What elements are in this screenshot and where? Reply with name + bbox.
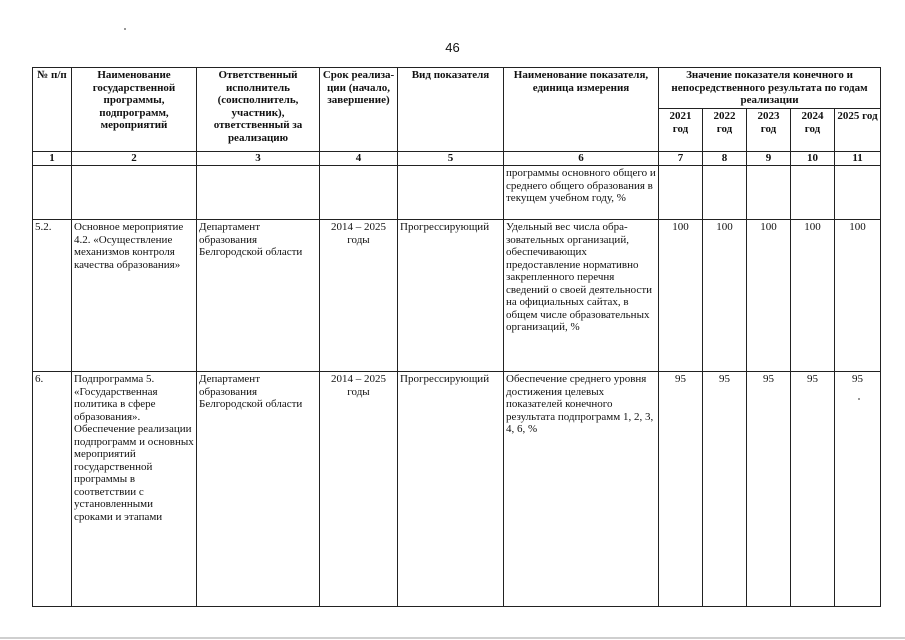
- header-num: № п/п: [33, 68, 72, 152]
- column-number: 7: [659, 152, 703, 166]
- column-number: 9: [747, 152, 791, 166]
- row-value-2024: 100: [791, 220, 835, 372]
- row-value-2024: [791, 166, 835, 220]
- scan-speck: [124, 28, 126, 30]
- header-year-2021: 2021 год: [659, 109, 703, 152]
- column-number: 1: [33, 152, 72, 166]
- header-year-2025: 2025 год: [835, 109, 881, 152]
- row-executor: [197, 166, 320, 220]
- row-value-2021: [659, 166, 703, 220]
- row-value-2023: 95: [747, 372, 791, 607]
- row-program-name: [72, 166, 197, 220]
- row-value-2022: 100: [703, 220, 747, 372]
- row-value-2025: 100: [835, 220, 881, 372]
- table-row: [33, 220, 881, 372]
- row-value-2025: [835, 166, 881, 220]
- row-value-2021: 95: [659, 372, 703, 607]
- row-period: 2014 – 2025 годы: [320, 372, 398, 607]
- row-value-2024: 95: [791, 372, 835, 607]
- row-value-2023: 100: [747, 220, 791, 372]
- row-executor: Департамент образования Белгородской области: [197, 372, 320, 607]
- row-indicator: Удельный вес числа обра-зовательных организаций, обеспечивающих предоставление нормативно закрепленного перечня сведений о своей деятельности на официальных сайтах, в общем числе образовательных организаций, %: [504, 220, 659, 372]
- row-num: 5.2.: [33, 220, 72, 372]
- column-number: 6: [504, 152, 659, 166]
- row-value-2025: 95: [835, 372, 881, 607]
- page-number: 46: [445, 40, 460, 55]
- column-numbers-row: [33, 152, 881, 166]
- header-values-group: Значение показателя конечного и непосредственного результата по годам реализации: [659, 68, 881, 109]
- column-number: 4: [320, 152, 398, 166]
- row-value-2023: [747, 166, 791, 220]
- row-num: [33, 166, 72, 220]
- header-executor: Ответственный исполнитель (соисполнитель, участник), ответственный за реализацию: [197, 68, 320, 152]
- column-number: 8: [703, 152, 747, 166]
- header-year-2022: 2022 год: [703, 109, 747, 152]
- header-program-name: Наименование государственной программы, подпрограмм, мероприятий: [72, 68, 197, 152]
- row-program-name: Основное мероприятие 4.2. «Осуществление механизмов контроля качества образования»: [72, 220, 197, 372]
- column-number: 11: [835, 152, 881, 166]
- header-indicator-name: Наименование показателя, единица измерения: [504, 68, 659, 152]
- row-period: 2014 – 2025 годы: [320, 220, 398, 372]
- row-value-2021: 100: [659, 220, 703, 372]
- row-value-2022: 95: [703, 372, 747, 607]
- header-period: Срок реализа-ции (начало, завершение): [320, 68, 398, 152]
- column-number: 3: [197, 152, 320, 166]
- indicators-table: [32, 67, 881, 607]
- scan-edge: [0, 637, 905, 639]
- column-number: 5: [398, 152, 504, 166]
- table-row: [33, 372, 881, 607]
- row-kind: Прогрессирующий: [398, 220, 504, 372]
- header-row: [33, 68, 881, 109]
- row-period: [320, 166, 398, 220]
- row-indicator: Обеспечение среднего уровня достижения целевых показателей конечного результата подпрограмм 1, 2, 3, 4, 6, %: [504, 372, 659, 607]
- row-indicator: программы основного общего и среднего общего образования в текущем учебном году, %: [504, 166, 659, 220]
- row-executor: Департамент образования Белгородской области: [197, 220, 320, 372]
- row-kind: Прогрессирующий: [398, 372, 504, 607]
- scan-speck: [858, 398, 860, 400]
- row-program-name: Подпрограмма 5. «Государственная политика в сфере образования». Обеспечение реализации подпрограмм и основных мероприятий государственной программы в соответствии с установленными сроками и этапами: [72, 372, 197, 607]
- header-indicator-kind: Вид показателя: [398, 68, 504, 152]
- row-num: 6.: [33, 372, 72, 607]
- header-year-2024: 2024 год: [791, 109, 835, 152]
- row-value-2022: [703, 166, 747, 220]
- column-number: 10: [791, 152, 835, 166]
- table-row: [33, 166, 881, 220]
- row-kind: [398, 166, 504, 220]
- header-year-2023: 2023 год: [747, 109, 791, 152]
- column-number: 2: [72, 152, 197, 166]
